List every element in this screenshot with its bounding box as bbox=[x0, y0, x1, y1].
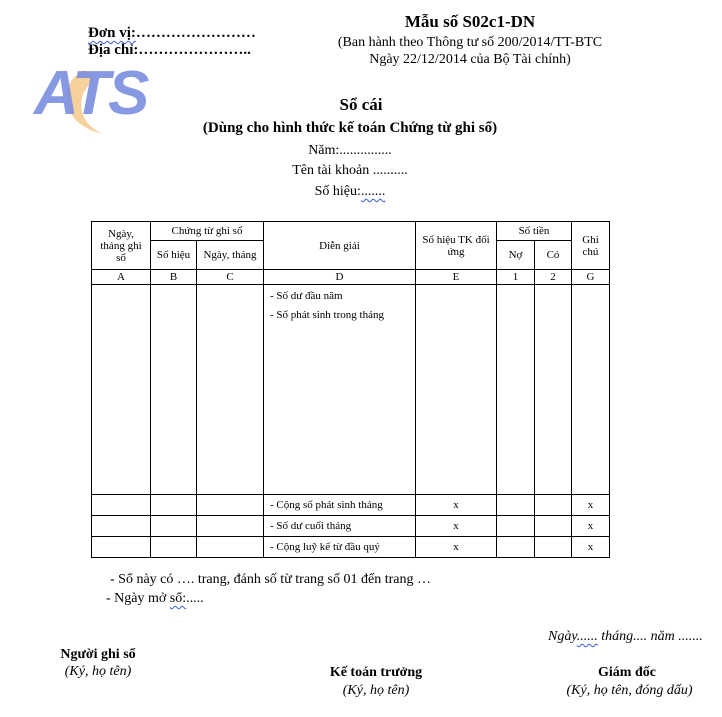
note-pages: - Sổ này có …. trang, đánh số từ trang số 01 đến trang … bbox=[110, 572, 431, 587]
page-title: Sổ cái bbox=[339, 95, 383, 114]
body-cell bbox=[572, 285, 610, 495]
body-cell bbox=[92, 285, 151, 495]
period-transactions-label: - Số phát sinh trong tháng bbox=[270, 309, 384, 321]
signature-date bbox=[548, 629, 703, 645]
summary-row bbox=[92, 516, 610, 537]
body-description-cell bbox=[264, 285, 416, 495]
chief-accountant-title: Kế toán trưởng bbox=[329, 665, 423, 680]
summary-empty-cell bbox=[92, 537, 151, 558]
open-date-squig: sổ: bbox=[169, 591, 187, 606]
code-cell: E bbox=[416, 270, 497, 285]
body-cell bbox=[497, 285, 535, 495]
summary-credit bbox=[535, 495, 572, 516]
signature-date-prefix: Ngày bbox=[548, 629, 577, 644]
address-dots: ………………….. bbox=[138, 42, 251, 58]
account-number-dots: ....... bbox=[360, 184, 386, 199]
body-row bbox=[92, 285, 610, 495]
note-open-date bbox=[106, 591, 204, 607]
summary-empty-cell bbox=[92, 495, 151, 516]
unit-label: Đơn vị: bbox=[88, 25, 136, 41]
address-label: Địa chỉ: bbox=[88, 42, 139, 58]
logo-text: ATS bbox=[34, 59, 148, 128]
body-cell bbox=[416, 285, 497, 495]
summary-debit bbox=[497, 495, 535, 516]
summary-note: x bbox=[572, 537, 610, 558]
summary-label: - Số dư cuối tháng bbox=[264, 516, 416, 537]
summary-label: - Cộng số phát sinh tháng bbox=[264, 495, 416, 516]
account-name-line: Tên tài khoản .......... bbox=[292, 163, 408, 178]
summary-empty-cell bbox=[197, 516, 264, 537]
signature-date-dots: ...... bbox=[576, 629, 598, 644]
code-cell: B bbox=[151, 270, 197, 285]
opening-balance-label: - Số dư đầu năm bbox=[270, 290, 343, 302]
recorder-title: Người ghi sổ bbox=[60, 647, 136, 662]
summary-note: x bbox=[572, 516, 610, 537]
code-cell: 1 bbox=[497, 270, 535, 285]
summary-contra: x bbox=[416, 495, 497, 516]
code-cell: G bbox=[572, 270, 610, 285]
form-code: Mẫu số S02c1-DN bbox=[404, 12, 536, 31]
col-header-description: Diễn giải bbox=[264, 222, 416, 270]
chief-accountant-note: (Ký, họ tên) bbox=[342, 683, 410, 698]
summary-debit bbox=[497, 516, 535, 537]
body-cell bbox=[197, 285, 264, 495]
body-cell bbox=[535, 285, 572, 495]
page-subtitle: (Dùng cho hình thức kế toán Chứng từ ghi sổ) bbox=[202, 120, 498, 136]
body-cell bbox=[151, 285, 197, 495]
director-note: (Ký, họ tên, đóng dấu) bbox=[566, 683, 693, 698]
code-cell: 2 bbox=[535, 270, 572, 285]
summary-note: x bbox=[572, 495, 610, 516]
code-cell: A bbox=[92, 270, 151, 285]
account-number-label: Số hiệu: bbox=[314, 184, 361, 199]
unit-line bbox=[88, 25, 256, 42]
unit-dots: …………………… bbox=[135, 25, 256, 41]
summary-debit bbox=[497, 537, 535, 558]
director-title: Giám đốc bbox=[598, 665, 656, 680]
account-number-line bbox=[0, 184, 700, 200]
summary-contra: x bbox=[416, 516, 497, 537]
col-header-credit: Có bbox=[535, 241, 572, 270]
col-header-voucher-date: Ngày, tháng bbox=[197, 241, 264, 270]
col-header-contra-account: Số hiệu TK đối ứng bbox=[416, 222, 497, 270]
open-date-label: - Ngày mở bbox=[106, 591, 170, 606]
address-line bbox=[88, 42, 251, 59]
ledger-table bbox=[91, 221, 610, 558]
header-row-1 bbox=[92, 222, 610, 241]
form-issued-text: (Ban hành theo Thông tư số 200/2014/TT-BTC bbox=[337, 35, 603, 50]
summary-label: - Cộng luỹ kế từ đầu quý bbox=[264, 537, 416, 558]
col-header-debit: Nợ bbox=[497, 241, 535, 270]
col-header-amount: Số tiền bbox=[497, 222, 572, 241]
summary-empty-cell bbox=[151, 495, 197, 516]
recorder-note: (Ký, họ tên) bbox=[64, 664, 132, 679]
col-header-voucher: Chứng từ ghi sổ bbox=[151, 222, 264, 241]
summary-credit bbox=[535, 516, 572, 537]
col-header-voucher-number: Số hiệu bbox=[151, 241, 197, 270]
summary-empty-cell bbox=[151, 537, 197, 558]
year-line: Năm:............... bbox=[308, 143, 392, 158]
summary-empty-cell bbox=[197, 495, 264, 516]
col-header-notes: Ghi chú bbox=[572, 222, 610, 270]
summary-row bbox=[92, 537, 610, 558]
code-cell: C bbox=[197, 270, 264, 285]
summary-empty-cell bbox=[197, 537, 264, 558]
summary-empty-cell bbox=[92, 516, 151, 537]
summary-row bbox=[92, 495, 610, 516]
open-date-dots: ..... bbox=[186, 591, 204, 606]
signature-date-rest: tháng.... năm ....... bbox=[597, 629, 703, 644]
summary-empty-cell bbox=[151, 516, 197, 537]
form-date-text: Ngày 22/12/2014 của Bộ Tài chính) bbox=[369, 52, 571, 67]
summary-credit bbox=[535, 537, 572, 558]
col-header-date: Ngày, tháng ghi sổ bbox=[92, 222, 151, 270]
code-row bbox=[92, 270, 610, 285]
summary-contra: x bbox=[416, 537, 497, 558]
code-cell: D bbox=[264, 270, 416, 285]
